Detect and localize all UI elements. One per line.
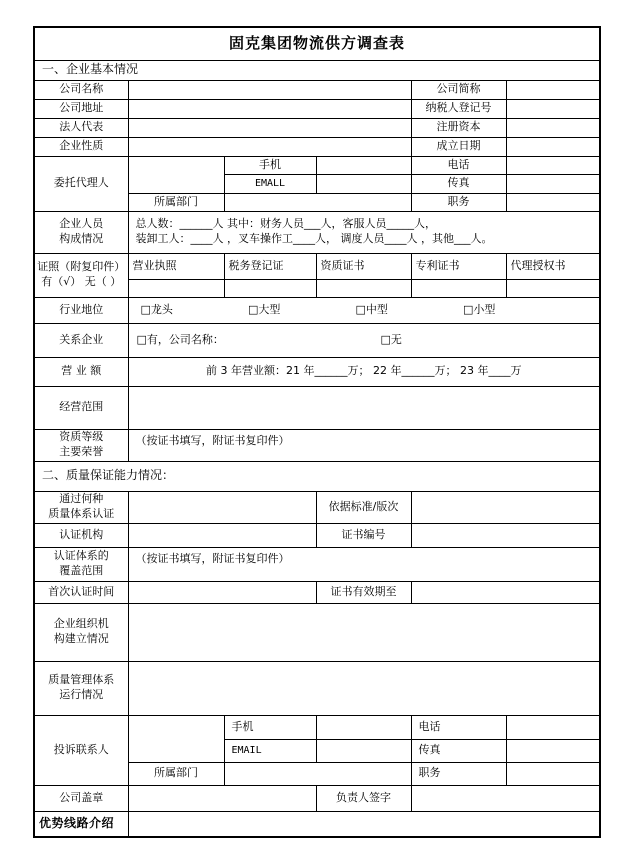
cert-coverage-row [34,547,600,581]
scope-label: 经营范围 [34,386,128,429]
cert-coverage-label [34,547,128,581]
complaint-fax-label: 传真 [411,739,506,762]
agent-fax-value-cell[interactable] [506,174,600,193]
title-row [34,27,600,60]
scope-row [34,386,600,429]
quality-system-value-cell[interactable] [128,491,316,523]
personnel-detail-line2: 装卸工人：____人 ，叉车操作工____人， 调度人员____人 ，其他___人。 [135,232,493,245]
section1-header: 一、企业基本情况 [34,60,600,80]
org-structure-label [34,603,128,661]
complaint-phone-label: 电话 [411,715,506,739]
license-patent: 专利证书 [411,253,506,279]
enterprise-nature-value-cell[interactable] [128,137,411,156]
complaint-fax-value-cell[interactable] [506,739,600,762]
advantage-row [34,811,600,837]
signature-label: 负责人签字 [316,785,411,811]
complaint-position-value-cell[interactable] [506,762,600,785]
personnel-detail-cell[interactable] [128,211,600,253]
org-structure-value-cell[interactable] [128,603,600,661]
section2-header-row [34,461,600,491]
license-qualification: 资质证书 [316,253,411,279]
related-option-no[interactable]: □无 [380,332,402,346]
honor-label-line1: 资质等级 [59,430,104,444]
honor-note-cell[interactable]: （按证书填写，附证书复印件） [128,429,600,461]
honor-label-line2: 主要荣誉 [59,445,104,458]
complaint-row-1 [34,715,600,739]
industry-option-large[interactable]: □大型 [248,302,281,316]
honor-label [34,429,128,461]
cert-coverage-note-cell[interactable]: （按证书填写，附证书复印件） [128,547,600,581]
qms-operation-label [34,661,128,715]
taxpayer-id-value-cell[interactable] [506,99,600,118]
agent-row-1 [34,156,600,174]
org-structure-label-line1: 企业组织机 [53,617,109,631]
cert-agency-label: 认证机构 [34,523,128,547]
advantage-value-cell[interactable] [128,811,600,837]
related-label: 关系企业 [34,323,128,357]
agent-dept-value-cell[interactable] [224,193,411,211]
qms-operation-label-line2: 运行情况 [59,688,104,701]
agent-position-value-cell[interactable] [506,193,600,211]
cert-agency-value-cell[interactable] [128,523,316,547]
complaint-position-label: 职务 [411,762,506,785]
complaint-mobile-value-cell[interactable] [316,715,411,739]
valid-until-value-cell[interactable] [411,581,600,603]
complaint-email-value-cell[interactable] [316,739,411,762]
company-short-label: 公司简称 [411,80,506,99]
revenue-row [34,357,600,386]
qms-operation-label-line1: 质量管理体系 [48,673,115,687]
agent-fax-label: 传真 [411,174,506,193]
revenue-label: 营 业 额 [34,357,128,386]
license-agency-auth: 代理授权书 [506,253,600,279]
company-short-value-cell[interactable] [506,80,600,99]
founding-date-value-cell[interactable] [506,137,600,156]
complaint-email-label: EMAIL [224,739,316,762]
industry-option-medium[interactable]: □中型 [355,302,388,316]
first-cert-label: 首次认证时间 [34,581,128,603]
complaint-dept-value-cell[interactable] [224,762,411,785]
org-structure-row [34,603,600,661]
form-title: 固克集团物流供方调查表 [34,27,600,60]
company-name-value-cell[interactable] [128,80,411,99]
agent-name-value-cell[interactable] [128,156,224,193]
complaint-mobile-label: 手机 [224,715,316,739]
agent-label: 委托代理人 [34,156,128,211]
standard-value-cell[interactable] [411,491,600,523]
personnel-label [34,211,128,253]
registered-capital-label: 注册资本 [411,118,506,137]
personnel-label-line2: 构成情况 [59,232,104,245]
license-agency-auth-check-cell[interactable] [506,279,600,297]
personnel-label-line1: 企业人员 [59,217,104,231]
quality-system-label-line2: 质量体系认证 [48,507,115,520]
related-option-yes[interactable]: □有，公司名称： [136,332,224,346]
company-seal-value-cell[interactable] [128,785,316,811]
standard-label: 依据标准/版次 [316,491,411,523]
table-row [34,99,600,118]
taxpayer-id-label: 纳税人登记号 [411,99,506,118]
enterprise-nature-label: 企业性质 [34,137,128,156]
signature-value-cell[interactable] [411,785,600,811]
company-address-value-cell[interactable] [128,99,411,118]
qms-operation-row [34,661,600,715]
related-row [34,323,600,357]
scope-value-cell[interactable] [128,386,600,429]
licenses-label-row [34,253,600,279]
complaint-name-value-cell[interactable] [128,715,224,762]
agent-phone-value-cell[interactable] [506,156,600,174]
license-qualification-check-cell[interactable] [316,279,411,297]
agent-mobile-label: 手机 [224,156,316,174]
personnel-row [34,211,600,253]
licenses-label-line1: 证照（附复印件） [37,260,126,274]
license-tax-check-cell[interactable] [224,279,316,297]
quality-system-label-line1: 通过何种 [59,492,104,506]
license-business-check-cell[interactable] [128,279,224,297]
industry-row [34,297,600,323]
licenses-label [34,253,128,297]
license-business: 营业执照 [128,253,224,279]
survey-form-sheet [33,26,601,838]
industry-options-cell [128,297,600,323]
table-row [34,80,600,99]
industry-label: 行业地位 [34,297,128,323]
license-tax: 税务登记证 [224,253,316,279]
agent-email-label: EMALL [224,174,316,193]
seal-row [34,785,600,811]
company-name-label: 公司名称 [34,80,128,99]
quality-system-row [34,491,600,523]
related-options-cell[interactable] [128,323,600,357]
founding-date-label: 成立日期 [411,137,506,156]
registered-capital-value-cell[interactable] [506,118,600,137]
section1-header-row [34,60,600,80]
industry-option-leader[interactable]: □龙头 [140,302,173,316]
industry-option-small[interactable]: □小型 [463,302,496,316]
honor-row [34,429,600,461]
table-row [34,118,600,137]
org-structure-label-line2: 构建立情况 [53,632,109,645]
table-row [34,137,600,156]
agent-dept-label: 所属部门 [128,193,224,211]
agent-mobile-value-cell[interactable] [316,156,411,174]
company-seal-label: 公司盖章 [34,785,128,811]
cert-agency-row [34,523,600,547]
agent-position-label: 职务 [411,193,506,211]
quality-system-label [34,491,128,523]
complaint-label: 投诉联系人 [34,715,128,785]
cert-coverage-label-line1: 认证体系的 [53,549,109,563]
complaint-phone-value-cell[interactable] [506,715,600,739]
first-cert-row [34,581,600,603]
agent-email-value-cell[interactable] [316,174,411,193]
advantage-label: 优势线路介绍 [34,811,128,837]
agent-phone-label: 电话 [411,156,506,174]
personnel-detail-line1: 总人数：______人 其中：财务人员___人，客服人员_____人， [135,217,436,231]
legal-rep-label: 法人代表 [34,118,128,137]
company-address-label: 公司地址 [34,99,128,118]
cert-coverage-label-line2: 覆盖范围 [59,564,104,577]
legal-rep-value-cell[interactable] [128,118,411,137]
licenses-label-line2: 有（√） 无（ ） [41,275,122,288]
section2-header: 二、质量保证能力情况： [34,461,600,491]
complaint-dept-label: 所属部门 [128,762,224,785]
cert-no-value-cell[interactable] [411,523,600,547]
cert-no-label: 证书编号 [316,523,411,547]
revenue-detail-cell[interactable]: 前 3 年营业额：21 年______万； 22 年______万； 23 年____万 [128,357,600,386]
valid-until-label: 证书有效期至 [316,581,411,603]
qms-operation-value-cell[interactable] [128,661,600,715]
license-patent-check-cell[interactable] [411,279,506,297]
first-cert-value-cell[interactable] [128,581,316,603]
survey-form-table [33,26,601,838]
